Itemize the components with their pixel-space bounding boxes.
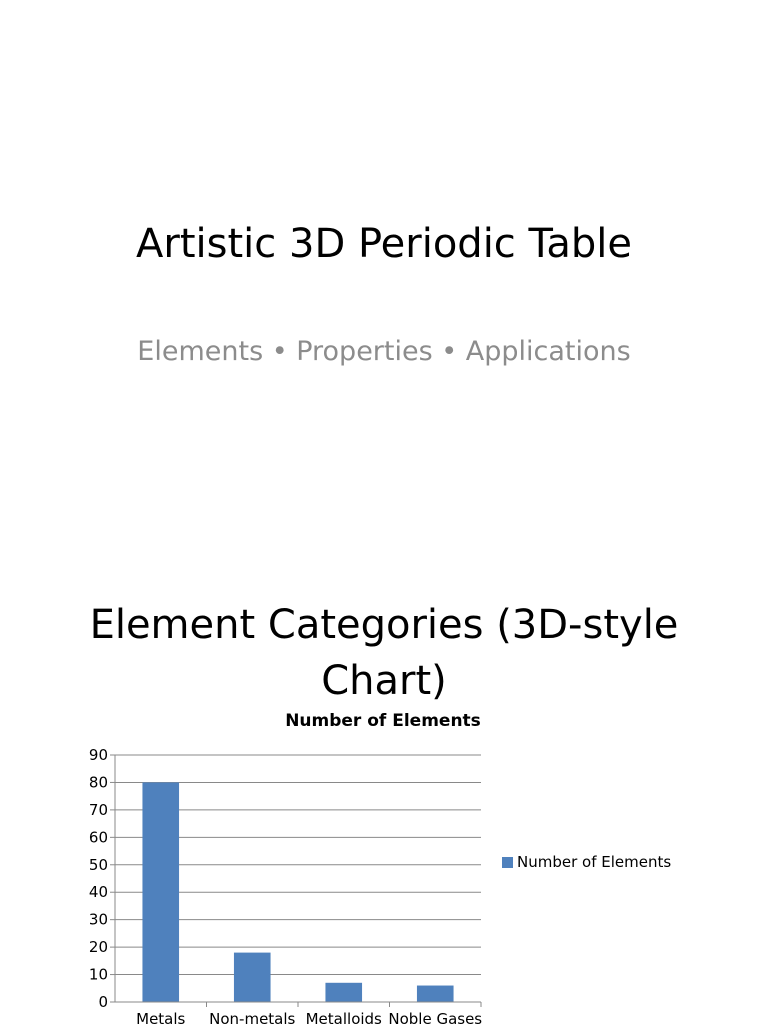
y-tick-label: 60 (88, 828, 108, 847)
bar-chart (0, 700, 768, 1024)
legend-label: Number of Elements (517, 853, 672, 871)
y-tick-label: 10 (88, 965, 108, 984)
bar-metalloids (325, 983, 362, 1002)
y-tick-label: 70 (88, 800, 108, 819)
x-tick-label: Non-metals (209, 1010, 296, 1024)
y-tick-label: 50 (88, 855, 108, 874)
legend-swatch (502, 857, 513, 868)
bar-metals (142, 782, 179, 1002)
y-tick-label: 90 (88, 746, 108, 764)
x-tick-label: Metalloids (305, 1010, 382, 1024)
y-tick-label: 30 (88, 910, 108, 929)
x-tick-label: Metals (136, 1010, 186, 1024)
y-tick-label: 20 (88, 938, 108, 957)
legend (502, 853, 671, 871)
chart-slide-title: Element Categories (3D-style Chart) (89, 602, 679, 704)
bar-non-metals (234, 953, 271, 1002)
chart-title: Number of Elements (285, 711, 481, 731)
bar-noble-gases (417, 986, 454, 1002)
x-tick-label: Noble Gases (388, 1010, 483, 1024)
y-tick-label: 0 (98, 993, 108, 1011)
slide-subtitle: Elements • Properties • Applications (137, 336, 631, 367)
slide-title: Artistic 3D Periodic Table (136, 221, 632, 267)
y-tick-label: 40 (88, 883, 108, 902)
y-tick-label: 80 (88, 773, 108, 792)
